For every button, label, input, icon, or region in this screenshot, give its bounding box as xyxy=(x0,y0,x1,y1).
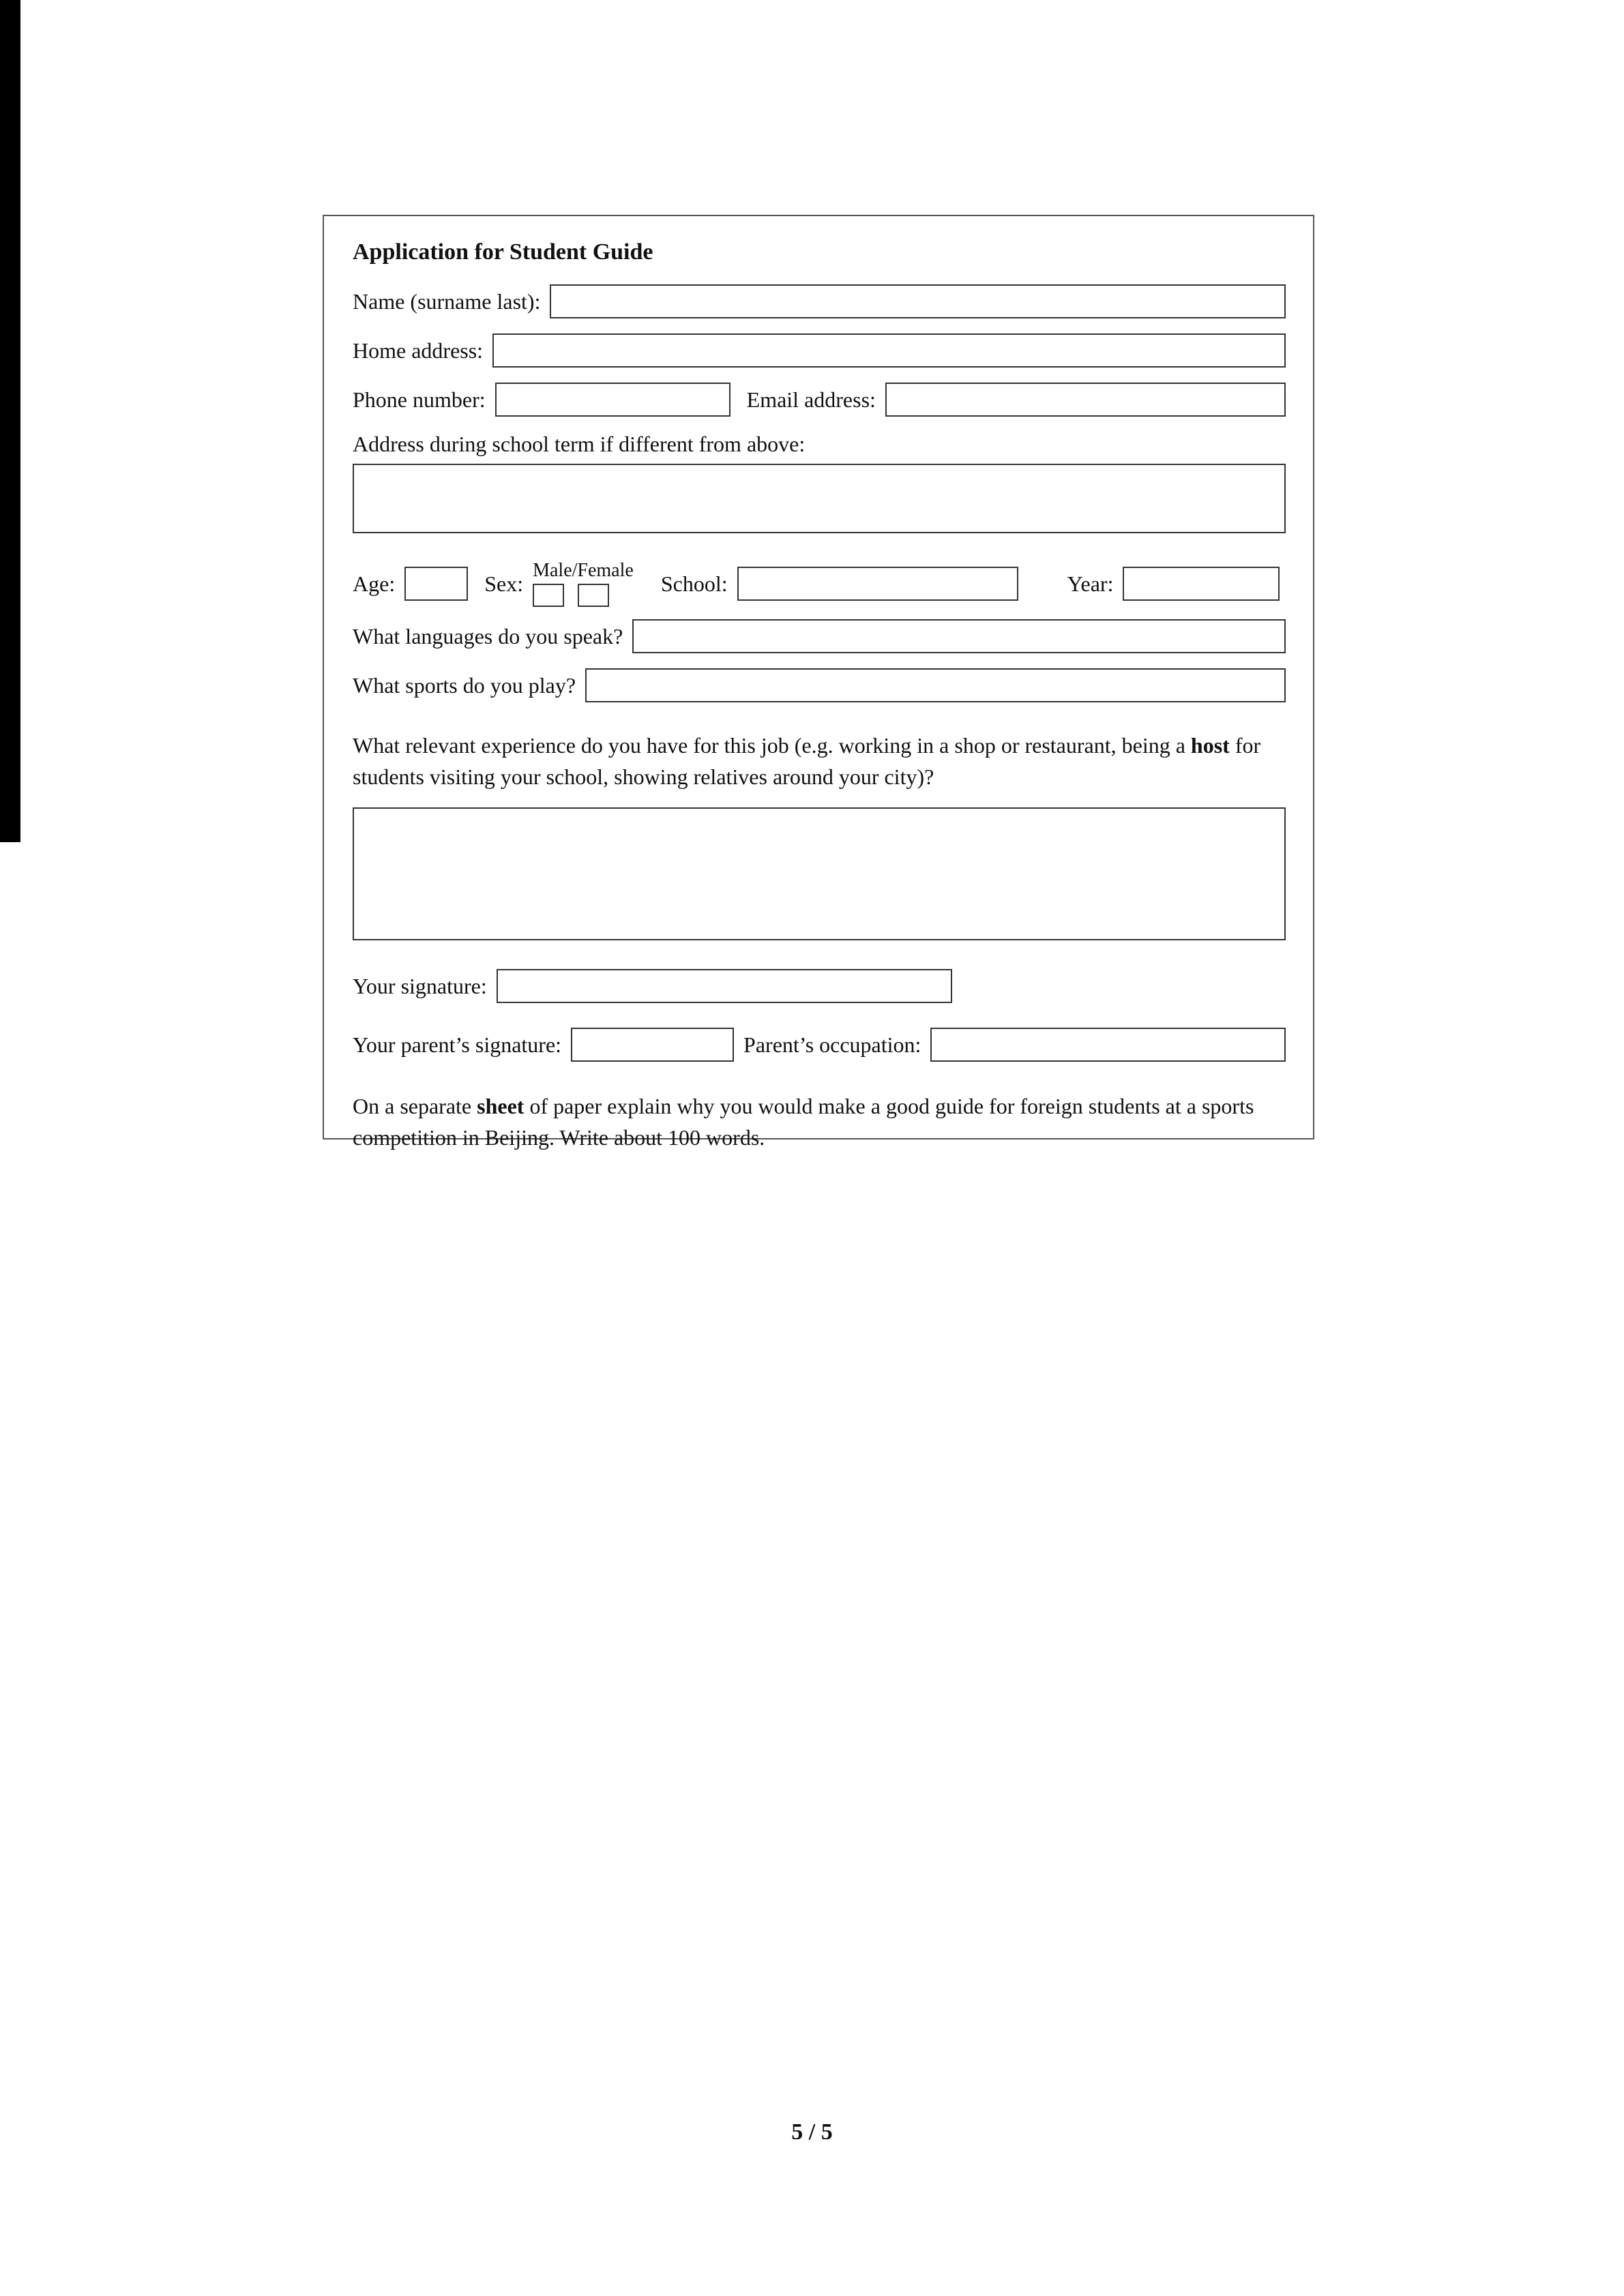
experience-input[interactable] xyxy=(353,807,1286,940)
school-input[interactable] xyxy=(737,567,1018,601)
age-input[interactable] xyxy=(404,567,468,601)
term-address-label: Address during school term if different from above: xyxy=(353,432,806,456)
parent-signature-input[interactable] xyxy=(571,1028,734,1062)
home-address-label: Home address: xyxy=(353,338,484,363)
languages-row xyxy=(353,619,1286,653)
term-address-input[interactable] xyxy=(353,464,1286,533)
email-input[interactable] xyxy=(885,383,1286,417)
languages-input[interactable] xyxy=(632,619,1286,653)
sports-input[interactable] xyxy=(585,668,1286,702)
email-label: Email address: xyxy=(746,387,876,412)
phone-email-row xyxy=(353,383,1286,417)
experience-question-part2: for students visiting your school, showing relatives around your city)? xyxy=(353,733,1261,789)
application-form xyxy=(323,215,1314,1150)
year-input[interactable] xyxy=(1123,567,1280,601)
name-input[interactable] xyxy=(550,284,1286,318)
scan-artifact-bar xyxy=(0,0,20,842)
languages-label: What languages do you speak? xyxy=(353,623,623,648)
final-note-bold: sheet xyxy=(477,1094,525,1118)
experience-question-bold: host xyxy=(1190,733,1230,758)
phone-label: Phone number: xyxy=(353,387,486,412)
year-label: Year: xyxy=(1067,571,1114,596)
age-sex-school-year-row xyxy=(353,561,1286,607)
parent-occupation-input[interactable] xyxy=(930,1028,1286,1062)
sports-label: What sports do you play? xyxy=(353,672,576,698)
sex-female-checkbox[interactable] xyxy=(578,584,609,607)
parent-occupation-label: Parent’s occupation: xyxy=(743,1032,921,1057)
experience-question-part1: What relevant experience do you have for this job (e.g. working in a shop or restaurant, being a xyxy=(353,733,1191,758)
final-note-part1: On a separate xyxy=(353,1094,477,1118)
experience-question xyxy=(353,730,1286,792)
sex-options-label: Male/Female xyxy=(533,560,634,581)
final-note xyxy=(353,1090,1286,1153)
school-label: School: xyxy=(660,571,728,596)
name-label: Name (surname last): xyxy=(353,288,541,314)
sports-row xyxy=(353,668,1286,702)
signature-input[interactable] xyxy=(497,969,952,1003)
sex-checkboxes xyxy=(533,584,609,607)
phone-input[interactable] xyxy=(495,383,730,417)
parent-signature-label: Your parent’s signature: xyxy=(353,1032,562,1057)
name-row xyxy=(353,284,1286,318)
signature-row xyxy=(353,969,1286,1003)
home-address-row xyxy=(353,333,1286,368)
home-address-input[interactable] xyxy=(492,333,1286,368)
sex-options-group xyxy=(533,561,634,607)
page-number: 5 / 5 xyxy=(791,2119,833,2145)
age-label: Age: xyxy=(353,571,396,596)
signature-label: Your signature: xyxy=(353,973,487,998)
sex-male-checkbox[interactable] xyxy=(533,584,564,607)
parent-row xyxy=(353,1028,1286,1062)
sex-label: Sex: xyxy=(484,571,524,596)
form-title: Application for Student Guide xyxy=(353,239,653,265)
final-note-part2: of paper explain why you would make a good guide for foreign students at a sports competition in Beijing. Write about 100 words. xyxy=(353,1094,1254,1150)
